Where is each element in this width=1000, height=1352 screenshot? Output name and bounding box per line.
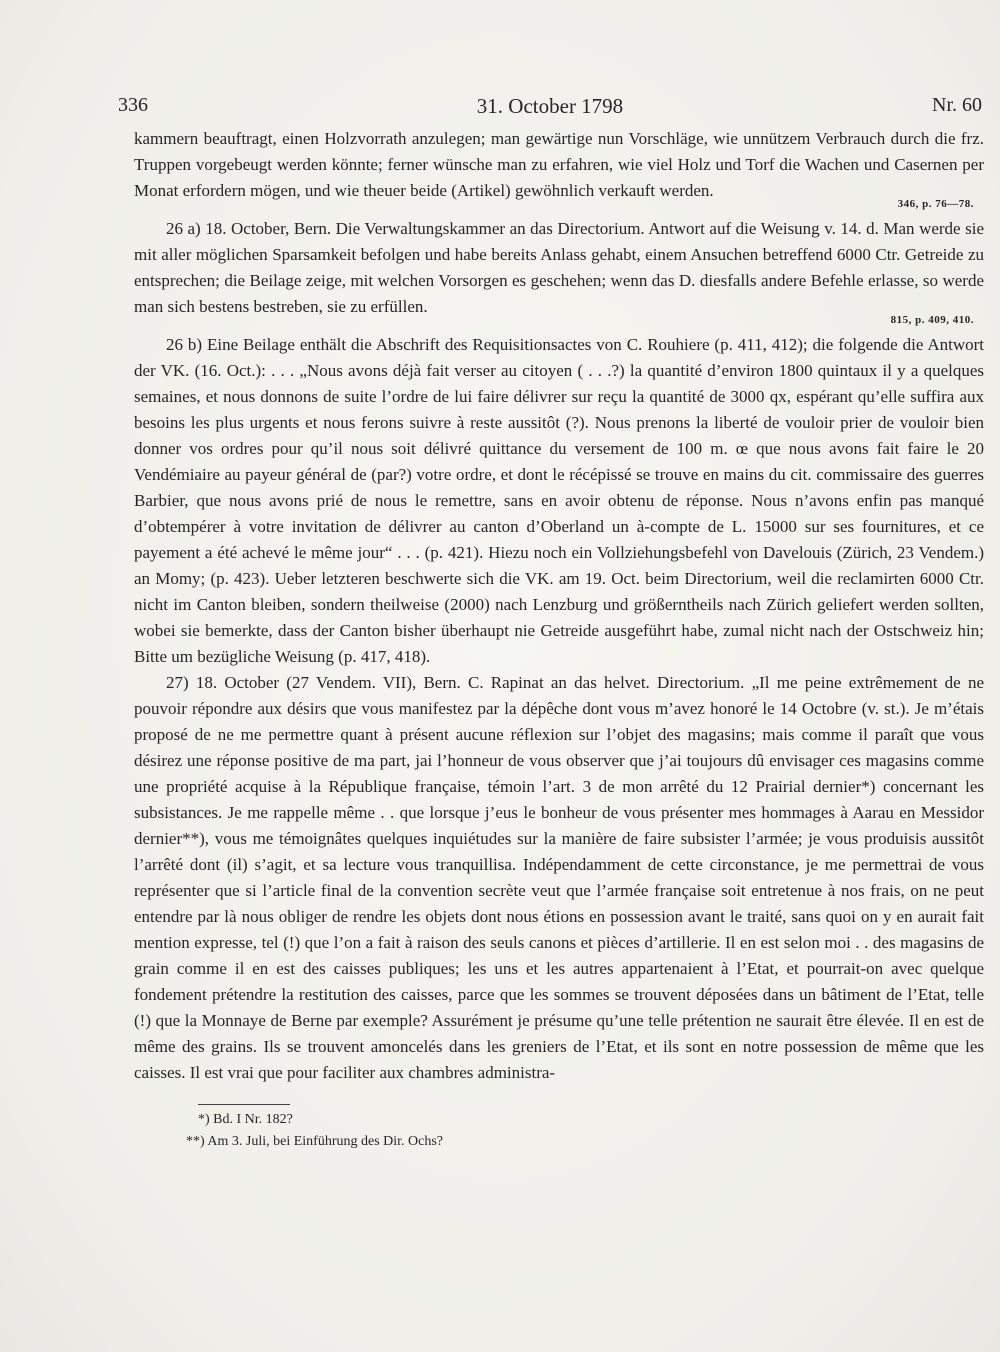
footnote-divider xyxy=(198,1104,290,1105)
paragraph-27: 27) 18. October (27 Vendem. VII), Bern. C. Rapinat an das helvet. Directorium. „Il me peine extrêmement de ne pouvoir répondre aux désirs que vous manifestez par la dépêche dont vous m’avez honoré le 14 Octobre (v. st.). Je m’étais proposé de ne me permettre quant à présent aucune réflexion sur l’objet des magasins; mais comme il paraît que vous désirez une réponse positive de ma part, jai l’honneur de vous observer que j’ai toujours dû envisager ces magasins comme une propriété acquise à la République française, témoin l’art. 3 de mon arrêté du 12 Prairial dernier*) concernant les subsistances. Je me rappelle même . . que lorsque j’eus le bonheur de vous présenter mes hommages à Aarau en Messidor dernier**), vous me témoignâtes quelques inquiétudes sur la manière de faire subsister l’armée; je vous produisis aussitôt l’arrêté dont (il) s’agit, et sa lecture vous tranquillisa. Indépendamment de cette circonstance, je me permettrai de vous représenter que si l’article final de la convention secrète veut que l’armée française soit entretenue à nos frais, on ne peut entendre par là nous obliger de rendre les objets dont nous étions en possession avant le traité, sans quoi on y en aurait fait mention expresse, tel (!) que l’on a fait à raison des seuls canons et pièces d’artillerie. Il en est selon moi . . des magasins de grain comme il en est des caisses publiques; les uns et les autres appartenaient à l’Etat, et pourrait-on avec quelque fondement prétendre la restitution des caisses, parce que les sommes se trouvent déposées dans un bâtiment de l’Etat, telle (!) que la Monnaye de Berne par exemple? Assurément je présume qu’une telle prétention ne saurait être élevée. Il en est de même des grains. Ils se trouvent amoncelés dans les greniers de l’Etat, et ils sont en notre possession de même que les caisses. Il est vrai que pour faciliter aux chambres administra- xyxy=(134,673,984,1082)
page-date-heading: 31. October 1798 xyxy=(476,94,624,118)
footnotes xyxy=(150,1104,750,1153)
footnote-2: **) Am 3. Juli, bei Einführung des Dir. Ochs? xyxy=(186,1134,444,1149)
source-reference: 346, p. 76—78. xyxy=(897,198,974,210)
page-number: 336 xyxy=(118,94,148,116)
page-header xyxy=(118,94,982,124)
main-text xyxy=(134,126,984,1086)
source-reference: 815, p. 409, 410. xyxy=(890,314,974,326)
document-number: Nr. 60 xyxy=(932,94,982,116)
paragraph-26a: 26 a) 18. October, Bern. Die Verwaltungskammer an das Directorium. Antwort auf die Weisung v. 14. d. Man werde sie mit aller möglichen Sparsamkeit befolgen und habe bereits Anlass gehabt, einem Ansuchen betreffend 6000 Ctr. Getreide zu entsprechen; die Beilage zeige, mit welchen Vorsorgen es geschehen; wenn das D. diesfalls andere Befehle erlasse, so werde man sich bestens bestreben, sie zu erfüllen. xyxy=(134,219,984,316)
footnote-1: *) Bd. I Nr. 182? xyxy=(198,1112,293,1127)
paragraph-continuation: kammern beauftragt, einen Holzvorrath anzulegen; man gewärtige nun Vorschläge, wie unnützem Verbrauch durch die frz. Truppen vorgebeugt werden könnte; ferner wünsche man zu erfahren, wie viel Holz und Torf die Wachen und Casernen per Monat erfordern mögen, und wie theuer beide (Artikel) gewöhnlich verkauft werden. xyxy=(134,129,984,200)
paragraph-26b: 26 b) Eine Beilage enthält die Abschrift des Requisitionsactes von C. Rouhiere (p. 411, 412); die folgende die Antwort der VK. (16. Oct.): . . . „Nous avons déjà fait verser au citoyen ( . . .?) la quantité d’environ 1800 quintaux il y a quelques semaines, et nous donnons de suite l’ordre de lui faire délivrer sur reçu la quantité de 3000 qx, espérant qu’elle suffira aux besoins les plus urgents et nous ferons suivre à reste aussitôt (?). Nous prenons la liberté de vouloir prier de vouloir bien donner vos ordres pour qu’il nous soit délivré quittance du versement de 100 m. œ que nous avons fait faire le 20 Vendémiaire au payeur général de (par?) votre ordre, et dont le récépissé se trouve en mains du cit. commissaire des guerres Barbier, que nous avons prié de nous le remettre, sans en avoir obtenu de réponse. Nous n’avons enfin pas manqué d’obtempérer à votre invitation de délivrer au canton d’Oberland un à-compte de L. 15000 sur ses fournitures, et ce payement a été achevé le même jour“ . . . (p. 421). Hiezu noch ein Vollziehungsbefehl von Davelouis (Zürich, 23 Vendem.) an Momy; (p. 423). Ueber letzteren beschwerte sich die VK. am 19. Oct. beim Directorium, weil die reclamirten 6000 Ctr. nicht im Canton bleiben, sondern theilweise (2000) nach Lenzburg und größerntheils nach Zürich geliefert werden sollten, wobei sie bemerkte, dass der Canton bisher überhaupt nie Getreide ausgeführt habe, zumal nicht nach der Ostschweiz hin; Bitte um bezügliche Weisung (p. 417, 418). xyxy=(134,335,984,666)
